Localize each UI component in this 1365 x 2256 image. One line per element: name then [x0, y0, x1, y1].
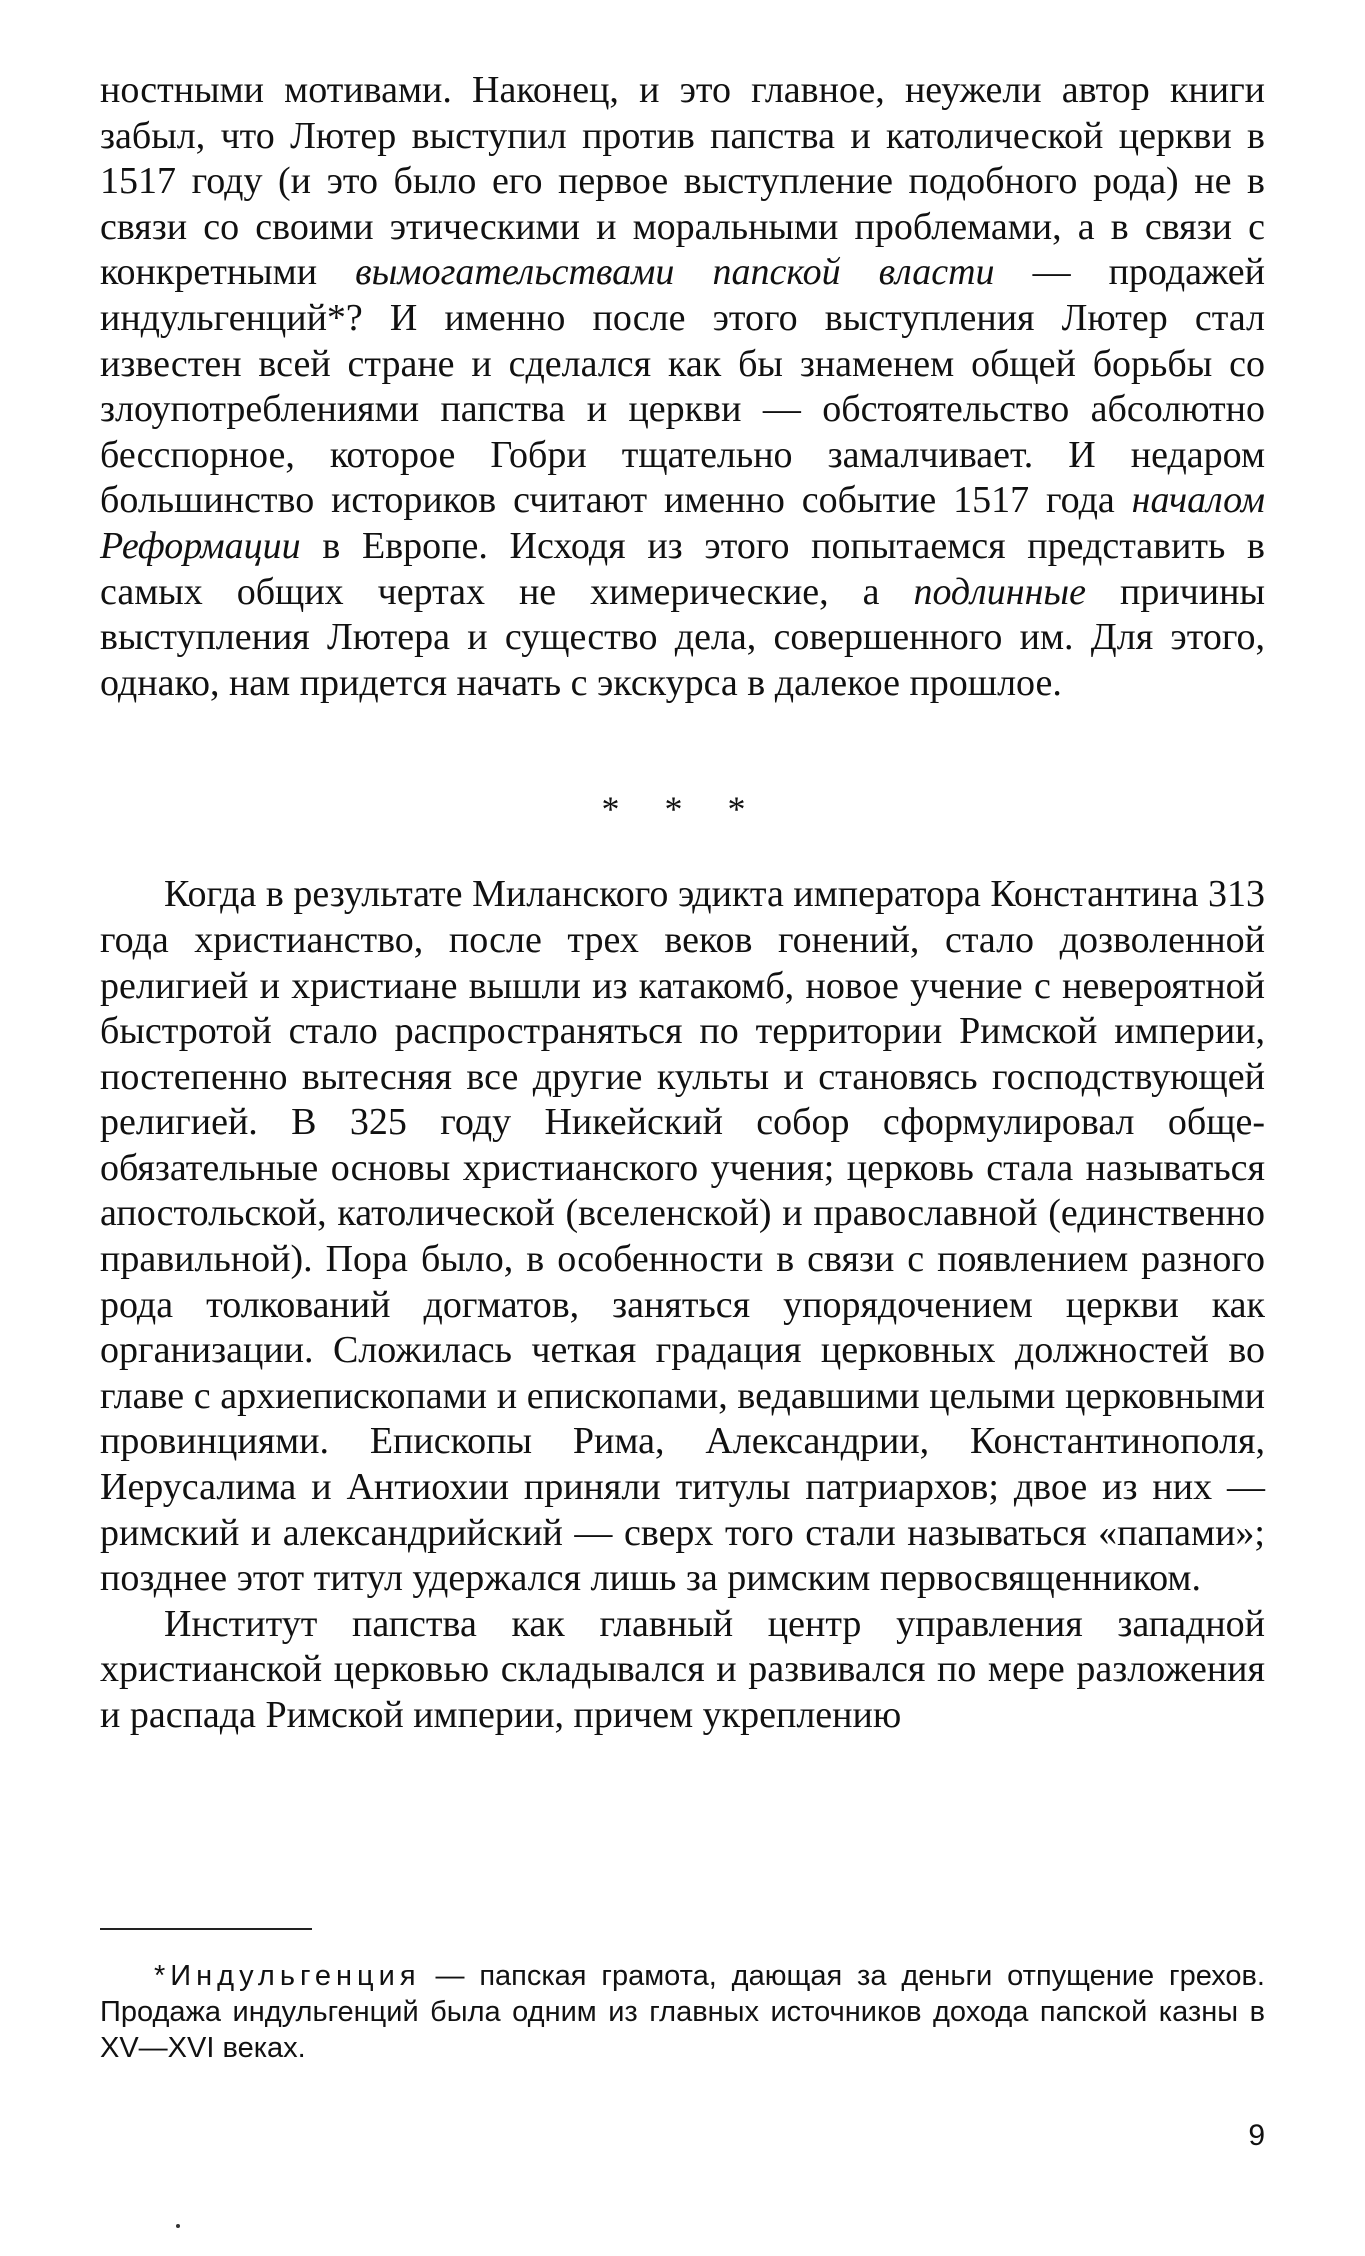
section-divider: * * * — [601, 789, 764, 830]
italic-phrase: вымогательствами папской власти — [355, 251, 995, 294]
italic-phrase: подлинные — [913, 570, 1087, 613]
italic-phrase: началом Реформации — [100, 479, 1265, 567]
footnote-divider — [100, 1928, 312, 1930]
paragraph-intro — [100, 68, 1265, 706]
paragraph-papacy-institution: Институт папства как главный центр управления западной христианской церковью складывался и развивался по мере разложения и распада Римской империи, причем укреплению — [100, 1602, 1265, 1736]
text-run: — продажей индульгенций*? И именно после этого выступления Лютер стал известен всей стране и сделался как бы знаменем общей борьбы со злоупотреблениями папства и церкви — обстоятельство абсолютно бесспорное, которое Гобри тщательно замалчивает. И недаром большинство историков считают именно событие 1517 года — [100, 251, 1265, 522]
page-number: 9 — [1248, 2119, 1265, 2152]
page-body — [100, 68, 1265, 1739]
text-run: причины выступления Лютера и существо дела, совершенного им. Для этого, однако, нам придется начать с экскурса в далекое прошлое. — [100, 570, 1265, 704]
footnote-term: *Индульгенция — [154, 1960, 421, 1992]
footnote — [100, 1958, 1265, 2066]
footnote-text: — папская грамота, дающая за деньги отпущение грехов. Продажа индульгенций была одним из главных источников дохода папской казны в XV—XVI веках. — [100, 1960, 1265, 2064]
text-run: ностными мотивами. Наконец, и это главное, неужели автор книги забыл, что Лютер выступил против папства и католической церкви в 1517 году (и это было его первое выступление подобного рода) не в связи со своими этическими и моральными проблемами, а в связи с конкретными — [100, 69, 1265, 294]
text-run: в Европе. Исходя из этого попытаемся представить в самых общих чертах не химерические, а — [100, 524, 1265, 613]
scan-speck — [176, 2224, 180, 2228]
paragraph-milan-edict: Когда в результате Миланского эдикта императора Константина 313 года христианство, после трех веков гонений, стало дозволенной религией и христиане вышли из катакомб, новое учение с невероятной быстротой стало распространяться по территории Римской империи, постепенно вытесняя все другие культы и становясь господствующей религией. В 325 году Никейский собор сформулировал общеобязательные основы христианского учения; церковь стала называться апостольской, католической (вселенской) и православной (единственно правильной). Пора было, в особенности в связи с появлением разного рода толкований догматов, заняться упорядочением церкви как организации. Сложилась четкая градация церковных должностей во главе с архиепископами и епископами, ведавшими целыми церковными провинциями. Епископы Рима, Александрии, Константинополя, Иерусалима и Антиохии приняли титулы патриархов; двое из них — римский и александрийский — сверх того стали называться «папами»; позднее этот титул удержался лишь за римским первосвященником. — [100, 873, 1265, 1600]
